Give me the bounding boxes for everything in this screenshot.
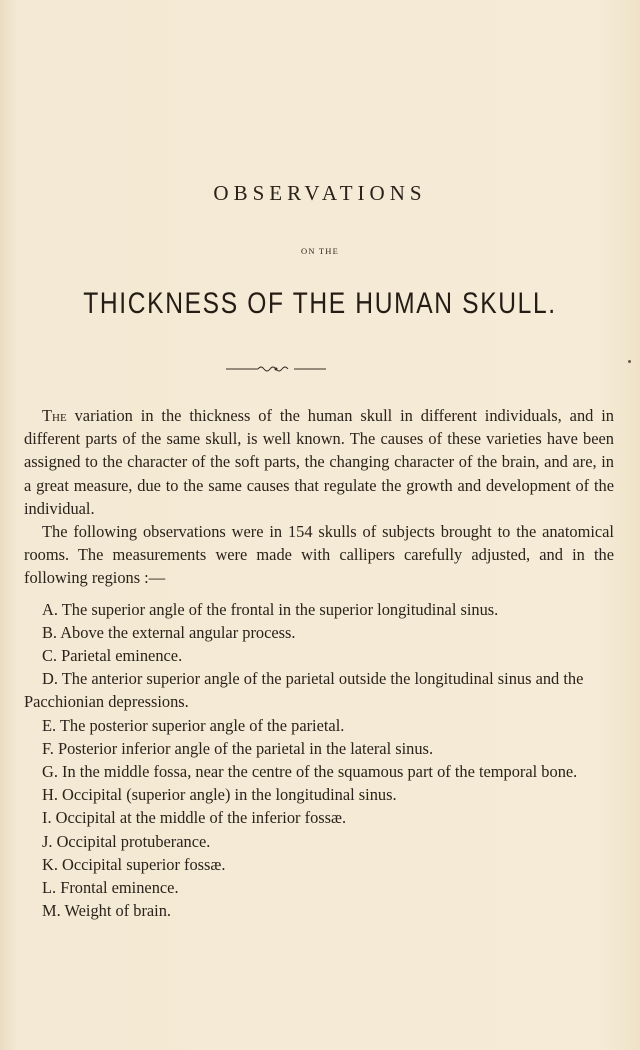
list-item: J. Occipital protuberance. [42, 831, 211, 851]
list-item: K. Occipital superior fossæ. [42, 854, 226, 874]
list-item: E. The posterior superior angle of the parietal. [42, 715, 345, 735]
ornament-divider-icon [226, 364, 326, 374]
list-item: B. Above the external angular process. [42, 622, 296, 642]
list-item: G. In the middle fossa, near the centre of the squamous part of the temporal bone. [42, 762, 578, 782]
regions-list [24, 598, 614, 923]
paragraph-lead-word: The [42, 406, 67, 425]
heading-on-the: ON THE [301, 246, 339, 256]
heading-observations: OBSERVATIONS [213, 181, 427, 205]
list-item: C. Parietal eminence. [42, 646, 183, 666]
list-item: F. Posterior inferior angle of the parietal in the lateral sinus. [42, 738, 434, 758]
list-item: A. The superior angle of the frontal in the superior longitudinal sinus. [42, 599, 499, 619]
list-item: D. The anterior superior angle of the parietal outside the longitudinal sinus and the Pacchionian depressions. [24, 669, 584, 712]
list-item: I. Occipital at the middle of the inferior fossæ. [42, 808, 347, 828]
page-title: THICKNESS OF THE HUMAN SKULL. [83, 287, 557, 320]
paragraph-intro [24, 404, 614, 520]
list-item: H. Occipital (superior angle) in the longitudinal sinus. [42, 785, 397, 805]
margin-speck [628, 360, 631, 363]
paragraph-intro-text: variation in the thickness of the human skull in different individuals, and in different parts of the same skull, is well known. The causes of these varieties have been assigned to the character of the soft parts, the changing character of the brain, and are, in a great measure, due to the same causes that regulate the growth and development of the individual. [24, 406, 614, 518]
list-item: L. Frontal eminence. [42, 878, 179, 898]
paragraph-method: The following observations were in 154 skulls of subjects brought to the anatomical rooms. The measurements were made with callipers carefully adjusted, and in the following regions :— [24, 522, 614, 588]
list-item: M. Weight of brain. [42, 901, 172, 921]
body-text [24, 404, 614, 922]
